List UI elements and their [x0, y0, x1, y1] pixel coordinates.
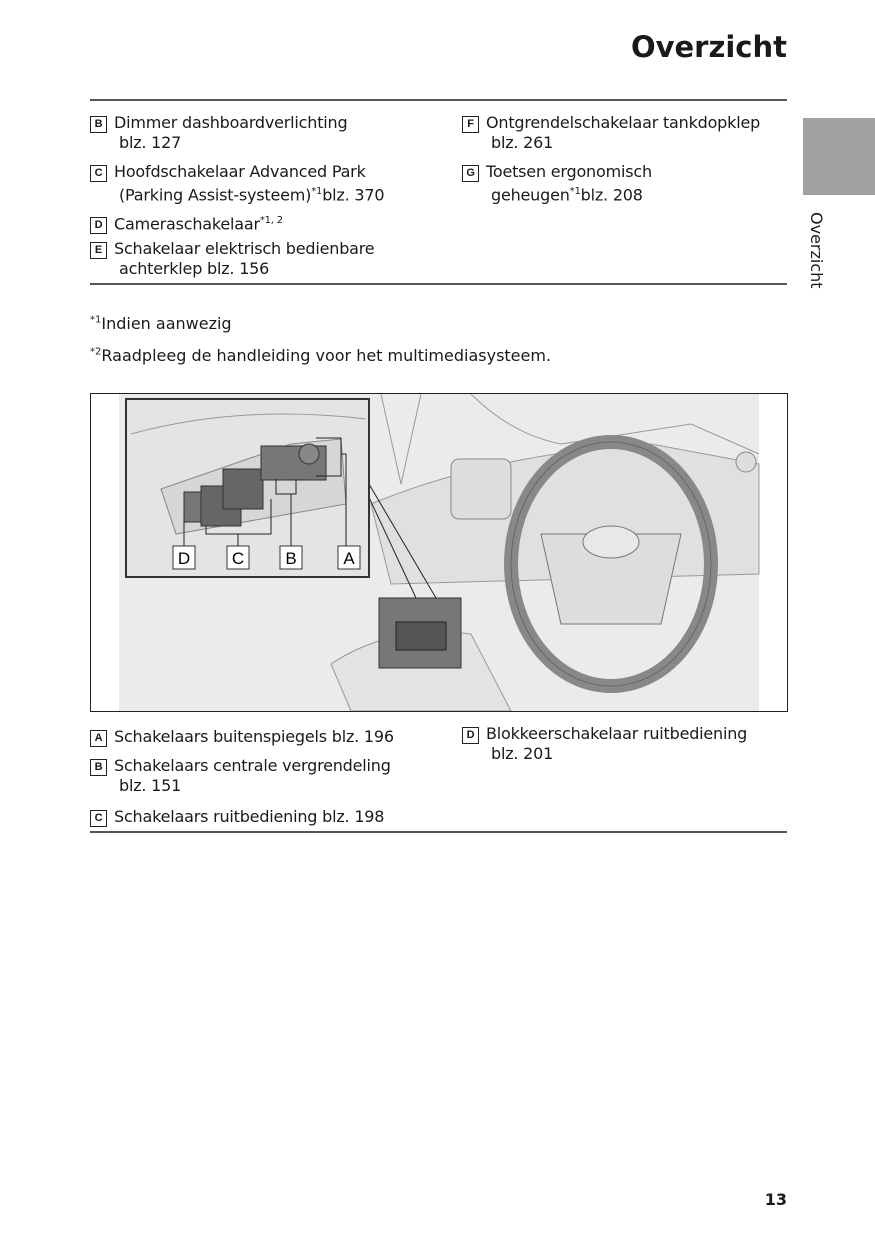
key-label: B [90, 759, 107, 776]
footnote-mark: *1 [569, 186, 581, 197]
footnote-text: Raadpleeg de handleiding voor het multimediasysteem. [101, 346, 552, 365]
list-item [462, 113, 822, 152]
car-interior-drawing [91, 394, 787, 711]
footnote-text: Indien aanwezig [101, 314, 232, 333]
item-text: Schakelaars buitenspiegels blz. 196 [114, 727, 394, 746]
footnote [90, 346, 551, 365]
key-label: C [90, 165, 107, 182]
key-label: D [90, 217, 107, 234]
key-label: F [462, 116, 479, 133]
list-item [462, 724, 822, 763]
list-item [90, 239, 450, 278]
item-text-cont: (Parking Assist-systeem) [119, 185, 312, 205]
item-page-ref: blz. 370 [322, 185, 385, 205]
key-label: D [462, 727, 479, 744]
divider [90, 99, 787, 101]
item-page-ref: blz. 127 [119, 133, 182, 152]
item-page-ref: blz. 261 [491, 133, 554, 152]
footnote-mark: *1, 2 [259, 215, 283, 226]
item-text: Hoofdschakelaar Advanced Park [114, 162, 366, 181]
divider [90, 283, 787, 285]
key-label: G [462, 165, 479, 182]
item-text-cont: geheugen [491, 185, 570, 205]
list-item [462, 162, 822, 204]
callout-a: A [343, 549, 355, 568]
callout-b: B [285, 549, 297, 568]
list-item [90, 727, 450, 747]
item-page-ref: blz. 151 [119, 776, 182, 795]
section-tab-label: Overzicht [807, 212, 826, 289]
item-text: Schakelaars ruitbediening blz. 198 [114, 807, 385, 826]
divider [90, 831, 787, 833]
key-label: A [90, 730, 107, 747]
item-text: Toetsen ergonomisch [486, 162, 652, 181]
item-text: Blokkeerschakelaar ruitbediening [486, 724, 748, 743]
list-item [90, 162, 450, 204]
item-text: Cameraschakelaar [114, 214, 260, 234]
page-title: Overzicht [630, 30, 787, 64]
list-item [90, 113, 450, 152]
callout-d: D [177, 549, 191, 568]
key-label: B [90, 116, 107, 133]
list-item [90, 756, 450, 795]
footnote-mark: *1 [90, 314, 102, 326]
callout-c: C [231, 549, 245, 568]
dashboard-illustration [90, 393, 788, 712]
key-label: C [90, 810, 107, 827]
page-number: 13 [764, 1190, 787, 1209]
footnote [90, 314, 232, 333]
list-item [90, 211, 450, 234]
item-text: Dimmer dashboardverlichting [114, 113, 348, 132]
item-text: Ontgrendelschakelaar tankdopklep [486, 113, 761, 132]
footnote-mark: *2 [90, 346, 102, 358]
key-label: E [90, 242, 107, 259]
list-item [90, 807, 450, 827]
item-page-ref: blz. 201 [491, 744, 554, 763]
item-page-ref: achterklep blz. 156 [119, 259, 270, 278]
item-text: Schakelaars centrale vergrendeling [114, 756, 391, 775]
footnote-mark: *1 [311, 186, 323, 197]
item-text: Schakelaar elektrisch bedienbare [114, 239, 375, 258]
item-page-ref: blz. 208 [580, 185, 643, 205]
